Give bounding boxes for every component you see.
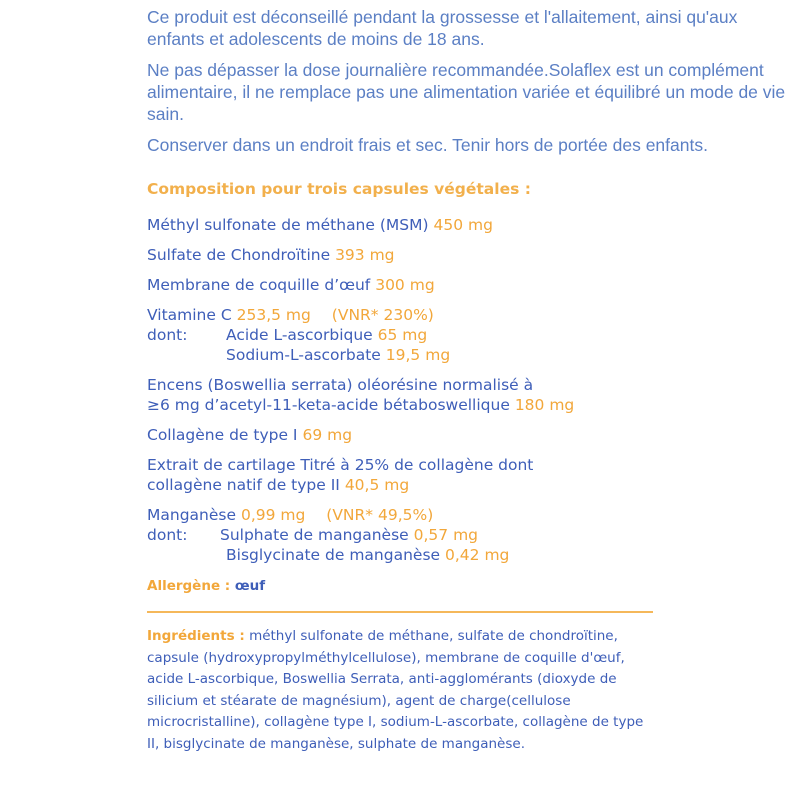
composition-item-msm <box>147 215 787 235</box>
ingredient-name: Membrane de coquille d’œuf <box>147 276 371 294</box>
ingredients-label: Ingrédients : <box>147 628 245 644</box>
vnr-value: (VNR* 49,5%) <box>326 506 434 524</box>
ingredients-block <box>147 626 647 755</box>
warning-storage: Conserver dans un endroit frais et sec. Tenir hors de portée des enfants. <box>147 135 708 155</box>
sub-ingredient-row <box>147 525 787 545</box>
allergen-line <box>147 577 787 595</box>
sub-ingredient-row <box>147 325 787 345</box>
allergen-value: œuf <box>234 578 266 594</box>
sub-ingredient-amount: 0,57 mg <box>413 526 479 544</box>
ingredient-name: Méthyl sulfonate de méthane (MSM) <box>147 216 429 234</box>
composition-item-encens <box>147 375 787 415</box>
composition-item-membrane <box>147 275 787 295</box>
composition-item-manganese <box>147 505 787 565</box>
composition-item-chondroitine <box>147 245 787 265</box>
ingredient-amount: 450 mg <box>433 216 493 234</box>
ingredient-name: Encens (Boswellia serrata) oléorésine normalisé à <box>147 376 534 394</box>
dont-label: dont: <box>147 526 188 544</box>
ingredient-name-cont: collagène natif de type II <box>147 476 340 494</box>
sub-ingredient-amount: 0,42 mg <box>445 546 510 564</box>
sub-ingredient-name: Acide L-ascorbique <box>226 326 373 344</box>
dont-label: dont: <box>147 326 188 344</box>
warning-pregnancy: Ce produit est déconseillé pendant la grossesse et l'allaitement, ainsi qu'aux enfants et adolescents de moins de 18 ans. <box>147 7 738 49</box>
ingredient-name: Vitamine C <box>147 306 232 324</box>
sub-ingredient-amount: 19,5 mg <box>385 346 451 364</box>
sub-ingredient-row <box>147 345 787 365</box>
ingredient-name-cont: ≥6 mg d’acetyl-11-keta-acide bétaboswellique <box>147 396 510 414</box>
ingredients-text: méthyl sulfonate de méthane, sulfate de chondroïtine, capsule (hydroxypropylméthylcellulose), membrane de coquille d'œuf, acide L-ascorbique, Boswellia Serrata, anti-agglomérants (dioxyde de silicium et stéarate de magnésium), agent de charge(cellulose microcristalline), collagène type I, sodium-L-ascorbate, collagène de type II, bisglycinate de manganèse, sulphate de manganèse. <box>147 628 644 752</box>
composition-list <box>147 215 787 565</box>
sub-ingredient-amount: 65 mg <box>377 326 428 344</box>
ingredient-name: Extrait de cartilage Titré à 25% de collagène dont <box>147 456 534 474</box>
sub-ingredient-name: Sulphate de manganèse <box>220 526 409 544</box>
vnr-value: (VNR* 230%) <box>331 306 434 324</box>
ingredient-amount: 300 mg <box>375 276 435 294</box>
ingredient-amount: 253,5 mg <box>236 306 311 324</box>
composition-item-collagene-type-1 <box>147 425 787 445</box>
divider <box>147 611 653 613</box>
ingredient-name: Collagène de type I <box>147 426 298 444</box>
product-label <box>147 0 787 755</box>
composition-title: Composition pour trois capsules végétales : <box>147 180 531 198</box>
ingredient-amount: 40,5 mg <box>344 476 410 494</box>
ingredient-amount: 180 mg <box>514 396 575 414</box>
allergen-label: Allergène : <box>147 578 231 594</box>
ingredient-amount: 393 mg <box>335 246 395 264</box>
warning-dosage: Ne pas dépasser la dose journalière recommandée.Solaflex est un complément alimentaire, il ne remplace pas une alimentation variée et équilibré un mode de vie sain. <box>147 60 786 124</box>
composition-item-cartilage <box>147 455 787 495</box>
sub-ingredient-name: Bisglycinate de manganèse <box>226 546 441 564</box>
composition-item-vitamine-c <box>147 305 787 365</box>
ingredient-name: Sulfate de Chondroïtine <box>147 246 331 264</box>
ingredient-amount: 69 mg <box>302 426 353 444</box>
sub-ingredient-row <box>147 545 787 565</box>
sub-ingredient-name: Sodium-L-ascorbate <box>226 346 381 364</box>
ingredient-amount: 0,99 mg <box>240 506 306 524</box>
ingredient-name: Manganèse <box>147 506 237 524</box>
